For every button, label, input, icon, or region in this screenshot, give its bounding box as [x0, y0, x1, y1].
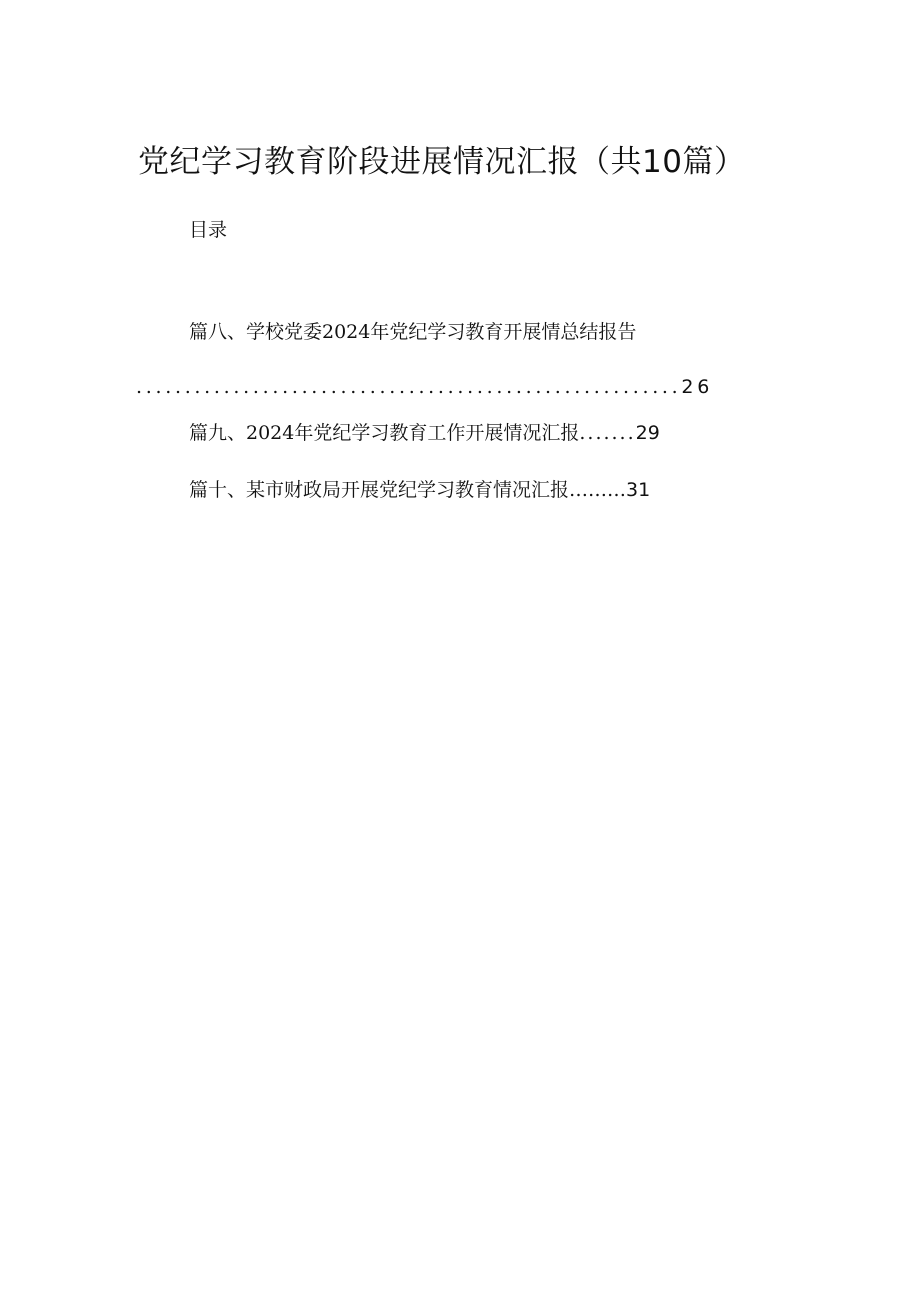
toc-entry-page-number: 26: [681, 376, 713, 398]
toc-entry-title-text: 篇十、某市财政局开展党纪学习教育情况汇报: [189, 479, 570, 501]
toc-entry-leader: ........................................................: [136, 376, 682, 398]
toc-entry-page-number: 31: [626, 479, 651, 501]
toc-entry[interactable]: [189, 419, 660, 447]
toc-entry-leader-line: [136, 373, 713, 401]
toc-entry-title-text: 篇九、2024年党纪学习教育工作开展情况汇报: [189, 422, 580, 444]
toc-entry[interactable]: [189, 476, 650, 504]
toc-entry-leader: .......: [579, 422, 636, 444]
document-title: 党纪学习教育阶段进展情况汇报（共10篇）: [138, 144, 746, 180]
toc-entry-leader: ………: [569, 479, 627, 501]
toc-entry-title[interactable]: [189, 318, 636, 346]
toc-entry-page-number: 29: [635, 422, 660, 444]
toc-entry-title-text: 篇八、学校党委2024年党纪学习教育开展情总结报告: [189, 321, 637, 343]
toc-heading: 目录: [189, 219, 228, 241]
